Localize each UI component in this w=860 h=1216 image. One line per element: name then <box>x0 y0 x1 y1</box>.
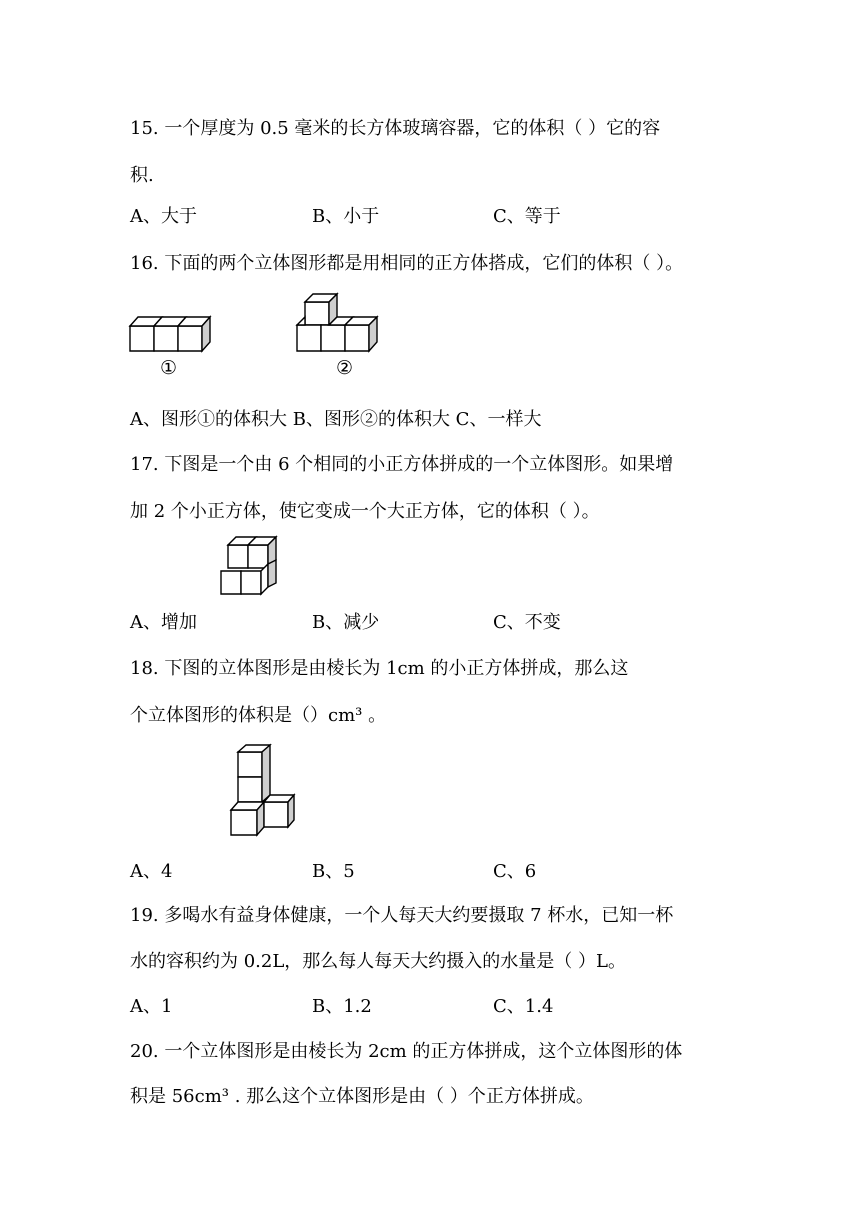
q17-text-line1: 17. 下图是一个由 6 个相同的小正方体拼成的一个立体图形。如果增 <box>130 454 674 475</box>
q17-option-c: C、不变 <box>493 612 561 633</box>
q18-option-b: B、5 <box>312 861 355 882</box>
q18-option-c: C、6 <box>493 861 537 882</box>
q15-option-a: A、大于 <box>130 206 197 227</box>
q15-option-c: C、等于 <box>493 206 561 227</box>
q16-options: A、图形①的体积大 B、图形②的体积大 C、一样大 <box>130 409 542 430</box>
q18-text-line1: 18. 下图的立体图形是由棱长为 1cm 的小正方体拼成，那么这 <box>130 658 629 679</box>
q15-text-line2: 积. <box>130 165 154 186</box>
q19-option-c: C、1.4 <box>493 996 554 1017</box>
q18-figure <box>226 740 306 840</box>
q19-text-line1: 19. 多喝水有益身体健康，一个人每天大约要摄取 7 杯水，已知一杯 <box>130 905 674 926</box>
q17-option-a: A、增加 <box>130 612 197 633</box>
q16-figure-2-label: ② <box>336 357 354 379</box>
q17-text-line2: 加 2 个小正方体，使它变成一个大正方体，它的体积（ ）。 <box>130 501 600 522</box>
q15-option-b: B、小于 <box>312 206 380 227</box>
q18-text-line2: 个立体图形的体积是（）cm³ 。 <box>130 705 387 726</box>
q20-text-line1: 20. 一个立体图形是由棱长为 2cm 的正方体拼成，这个立体图形的体 <box>130 1041 683 1062</box>
q19-option-b: B、1.2 <box>312 996 372 1017</box>
q16-figure-2 <box>292 290 382 360</box>
q19-option-a: A、1 <box>130 996 173 1017</box>
q16-figure-1 <box>125 310 215 360</box>
q16-figure-1-label: ① <box>160 357 178 379</box>
q15-text-line1: 15. 一个厚度为 0.5 毫米的长方体玻璃容器，它的体积（ ）它的容 <box>130 118 661 139</box>
q19-text-line2: 水的容积约为 0.2L，那么每人每天大约摄入的水量是（ ）L。 <box>130 951 626 972</box>
q18-option-a: A、4 <box>130 861 173 882</box>
q17-option-b: B、减少 <box>312 612 380 633</box>
q16-text-line1: 16. 下面的两个立体图形都是用相同的正方体搭成，它们的体积（ ）。 <box>130 253 684 274</box>
q20-text-line2: 积是 56cm³ . 那么这个立体图形是由（ ）个正方体拼成。 <box>130 1086 594 1107</box>
q17-figure <box>216 533 282 599</box>
